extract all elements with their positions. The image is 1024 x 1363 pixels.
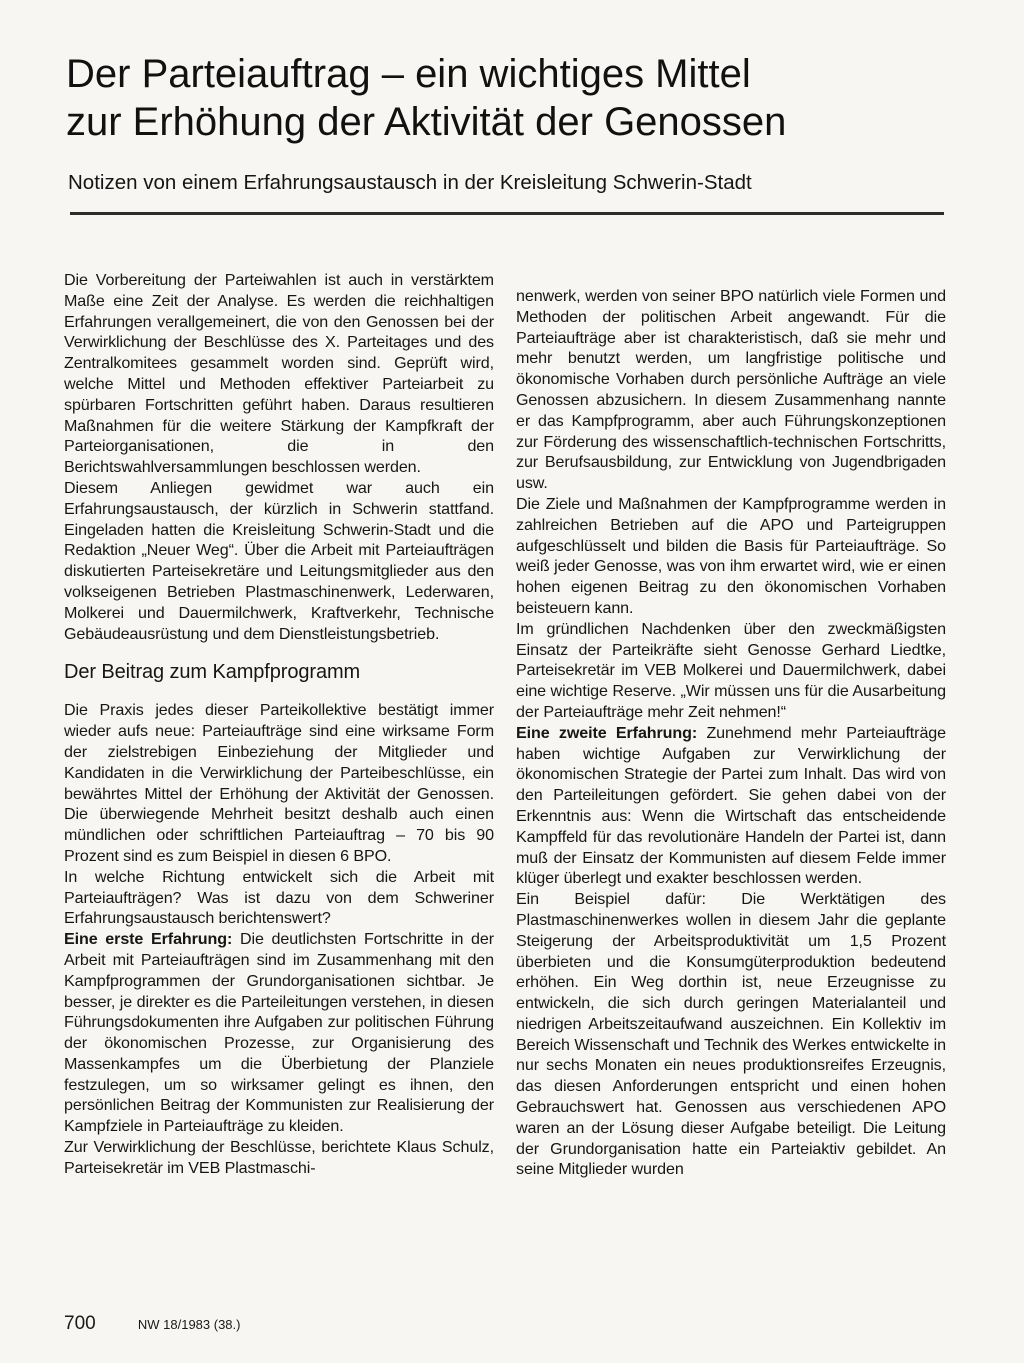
article-title-line-1: Der Parteiauftrag – ein wichtiges Mittel <box>66 52 751 96</box>
right-column <box>516 286 946 1180</box>
article-subtitle: Notizen von einem Erfahrungsaustausch in der Kreisleitung Schwerin-Stadt <box>68 171 752 194</box>
paragraph: Die Vorbereitung der Parteiwahlen ist auch in verstärktem Maße eine Zeit der Analyse. Es werden die reichhaltigen Erfahrungen verallgemeinert, die von den Genossen bei der Verwirklichung der Beschlüsse des X. Parteitages und des Zentralkomitees gesammelt worden sind. Geprüft wird, welche Mittel und Methoden effektiver Parteiarbeit zu spürbaren Fortschritten geführt haben. Daraus resultieren Maßnahmen für die weitere Stärkung der Kampfkraft der Parteiorganisationen, die in den Berichtswahlversammlungen beschlossen werden. <box>64 271 494 477</box>
paragraph: Ein Beispiel dafür: Die Werktätigen des Plastmaschinenwerkes wollen in diesem Jahr die geplante Steigerung der Arbeitsproduktivität um 1,5 Prozent überbieten und die Konsumgüterproduktion bedeutend erhöhen. Ein Weg dorthin ist, neue Erzeugnisse zu entwickeln, die sich durch geringen Materialanteil und niedrigen Arbeitszeitaufwand auszeichnen. Ein Kollektiv im Bereich Wissenschaft und Technik des Werkes entwickelte in nur sechs Monaten ein neues produktionsreifes Erzeugnis, das diesen Anforderungen entspricht und einen hohen Gebrauchswert hat. Genossen aus verschiedenen APO waren an der Lösung dieser Aufgabe beteiligt. Die Leitung der Grundorganisation hatte ein Parteiaktiv gebildet. An seine Mitglieder wurden <box>516 890 946 1179</box>
paragraph: nenwerk, werden von seiner BPO natürlich viele Formen und Methoden der politischen Arbeit angewandt. Für die Parteiaufträge aber ist charakteristisch, daß sie mehr und mehr benutzt werden, um langfristige politische und ökonomische Vorhaben durch persönliche Aufträge an viele Genossen abzusichern. In diesem Zusammenhang nannte er das Kampfprogramm, aber auch Führungskonzeptionen zur Förderung des wissenschaftlich-technischen Fortschritts, zur Berufsausbildung, zur Entwicklung von Jugendbrigaden usw. <box>516 287 946 493</box>
lead-in-bold: Eine zweite Erfahrung: <box>516 723 698 742</box>
article-title <box>66 50 966 146</box>
header-divider <box>70 212 944 215</box>
paragraph: In welche Richtung entwickelt sich die Arbeit mit Parteiaufträgen? Was ist dazu von dem Schweriner Erfahrungsaustausch berichtenswert? <box>64 867 494 928</box>
section-heading: Der Beitrag zum Kampfprogramm <box>64 661 361 684</box>
paragraph: Die Ziele und Maßnahmen der Kampfprogramme werden in zahlreichen Betrieben auf die APO und Parteigruppen aufgeschlüsselt und bilden die Basis für Parteiaufträge. So weiß jeder Genosse, was von ihm erwartet wird, wie er einen hohen eigenen Beitrag zu den ökonomischen Vorhaben beisteuern kann. <box>516 494 946 617</box>
article-title-line-2: zur Erhöhung der Aktivität der Genossen <box>66 100 787 144</box>
paragraph: Zur Verwirklichung der Beschlüsse, berichtete Klaus Schulz, Parteisekretär im VEB Plastmaschi- <box>64 1138 494 1177</box>
paragraph <box>516 723 946 889</box>
paragraph: Diesem Anliegen gewidmet war auch ein Erfahrungsaustausch, der kürzlich in Schwerin stattfand. Eingeladen hatten die Kreisleitung Schwerin-Stadt und die Redaktion „Neuer Weg“. Über die Arbeit mit Parteiaufträgen diskutierten Parteisekretäre und Leitungsmitglieder aus den volkseigenen Betrieben Plastmaschinenwerk, Lederwaren, Molkerei und Dauermilchwerk, Kraftverkehr, Technische Gebäudeausrüstung und dem Dienstleistungsbetrieb. <box>64 478 494 643</box>
page-footer <box>64 1313 240 1335</box>
left-column <box>64 270 494 1179</box>
lead-in-bold: Eine erste Erfahrung: <box>64 930 233 949</box>
paragraph <box>64 929 494 1137</box>
paragraph-text: Zunehmend mehr Parteiaufträge haben wichtige Aufgaben zur Verwirklichung der ökonomischen Strategie der Partei zum Inhalt. Das wird von den Parteileitungen gefördert. Sie gehen dabei von der Erkenntnis aus: Wenn die Wirtschaft das entscheidende Kampffeld für das revolutionäre Handeln der Partei ist, dann muß der Einsatz der Kommunisten auf diesem Felde immer klüger überlegt und exakter beschlossen werden. <box>516 723 946 888</box>
issue-reference: NW 18/1983 (38.) <box>137 1317 241 1332</box>
page-number: 700 <box>64 1313 96 1334</box>
paragraph-text: Die deutlichsten Fortschritte in der Arbeit mit Parteiaufträgen sind im Zusammenhang mit den Kampfprogrammen der Grundorganisationen sichtbar. Je besser, je direkter es die Parteileitungen verstehen, in diesen Führungsdokumenten ihre Aufgaben zur politischen Führung der ökonomischen Prozesse, zur Organisierung des Massenkampfes um die Überbietung der Planziele festzulegen, um so wirksamer gelingt es ihnen, den persönlichen Beitrag der Kommunisten zur Realisierung der Kampfziele in Parteiaufträge zu kleiden. <box>64 930 494 1136</box>
paragraph: Im gründlichen Nachdenken über den zweckmäßigsten Einsatz der Parteikräfte sieht Genosse Gerhard Liedtke, Parteisekretär im VEB Molkerei und Dauermilchwerk, dabei eine wichtige Reserve. „Wir müssen uns für die Ausarbeitung der Parteiaufträge mehr Zeit nehmen!“ <box>516 619 946 721</box>
paragraph: Die Praxis jedes dieser Parteikollektive bestätigt immer wieder aufs neue: Parteiaufträge sind eine wirksame Form der zielstrebigen Einbeziehung der Mitglieder und Kandidaten in die Verwirklichung der Parteibeschlüsse, ein bewährtes Mittel der Erhöhung der Aktivität der Genossen. Die überwiegende Mehrheit besitzt deshalb auch einen mündlichen oder schriftlichen Parteiauftrag – 70 bis 90 Prozent sind es zum Beispiel in diesen 6 BPO. <box>64 701 494 865</box>
